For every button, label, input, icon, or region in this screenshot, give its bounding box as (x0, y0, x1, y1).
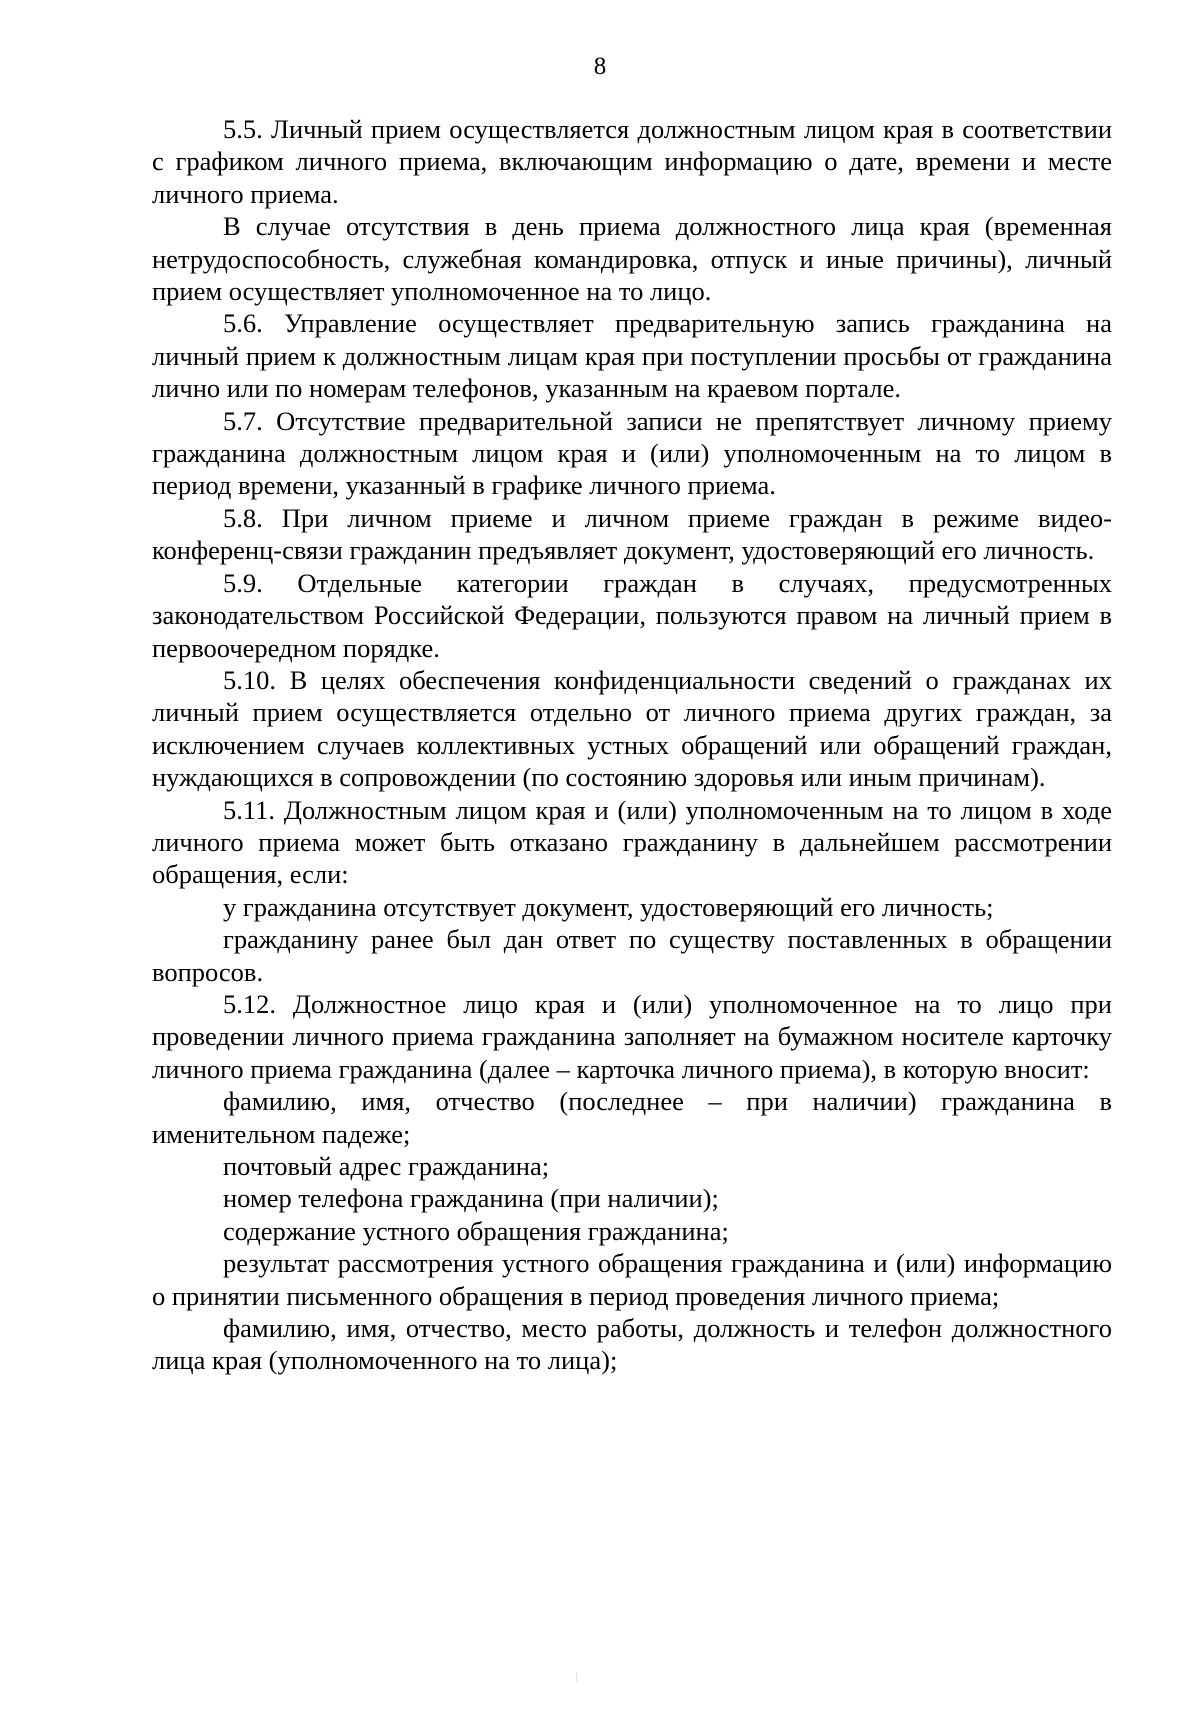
list-item-review-result: результат рассмотрения устного обращения гражданина и (или) информацию о принятии письменного обращения в период проведения личного приема; (152, 1248, 1112, 1311)
paragraph-5-6: 5.6. Управление осуществляет предварительную запись гражданина на личный прием к должностным лицам края при поступлении просьбы от гражданина лично или по номерам телефонов, указанным на краевом портале. (152, 308, 1112, 404)
paragraph-5-8: 5.8. При личном приеме и личном приеме граждан в режиме видео-конференц-связи гражданин предъявляет документ, удостоверяющий его личность. (152, 502, 1112, 566)
paragraph-5-9: 5.9. Отдельные категории граждан в случаях, предусмотренных законодательством Российской Федерации, пользуются правом на личный прием в первоочередном порядке. (152, 567, 1112, 663)
paragraph-5-5-substitute: В случае отсутствия в день приема должностного лица края (временная нетрудоспособность, служебная командировка, отпуск и иные причины), личный прием осуществляет уполномоченное на то лицо. (152, 211, 1112, 307)
paragraph-5-10: 5.10. В целях обеспечения конфиденциальности сведений о гражданах их личный прием осуществляется отдельно от личного приема других граждан, за исключением случаев коллективных устных обращений или обращений граждан, нуждающихся в сопровождении (по состоянию здоровья или иным причинам). (152, 664, 1112, 793)
list-item-already-answered: гражданину ранее был дан ответ по существу поставленных в обращении вопросов. (152, 924, 1112, 987)
list-item-phone-number: номер телефона гражданина (при наличии); (223, 1183, 719, 1214)
scan-edge-mark (576, 1672, 577, 1682)
paragraph-5-11: 5.11. Должностным лицом края и (или) уполномоченным на то лицом в ходе личного приема может быть отказано гражданину в дальнейшем рассмотрении обращения, если: (152, 794, 1112, 890)
list-item-no-id-document: у гражданина отсутствует документ, удостоверяющий его личность; (223, 891, 994, 922)
paragraph-5-12: 5.12. Должностное лицо края и (или) уполномоченное на то лицо при проведении личного приема гражданина заполняет на бумажном носителе карточку личного приема гражданина (далее – карточка личного приема), в которую вносит: (152, 988, 1112, 1084)
document-body (152, 113, 1112, 1377)
paragraph-5-7: 5.7. Отсутствие предварительной записи не препятствует личному приему гражданина должностным лицом края и (или) уполномоченным на то лицом в период времени, указанный в графике личного приема. (152, 405, 1112, 501)
list-item-postal-address: почтовый адрес гражданина; (223, 1151, 550, 1181)
page-number: 8 (593, 53, 607, 80)
list-item-official-details: фамилию, имя, отчество, место работы, должность и телефон должностного лица края (уполномоченного на то лица); (152, 1313, 1112, 1376)
paragraph-5-5: 5.5. Личный прием осуществляется должностным лицом края в соответствии с графиком личного приема, включающим информацию о дате, времени и месте личного приема. (152, 114, 1112, 209)
list-item-appeal-content: содержание устного обращения гражданина; (223, 1215, 729, 1246)
list-item-full-name: фамилию, имя, отчество (последнее – при наличии) гражданина в именительном падеже; (152, 1086, 1112, 1149)
